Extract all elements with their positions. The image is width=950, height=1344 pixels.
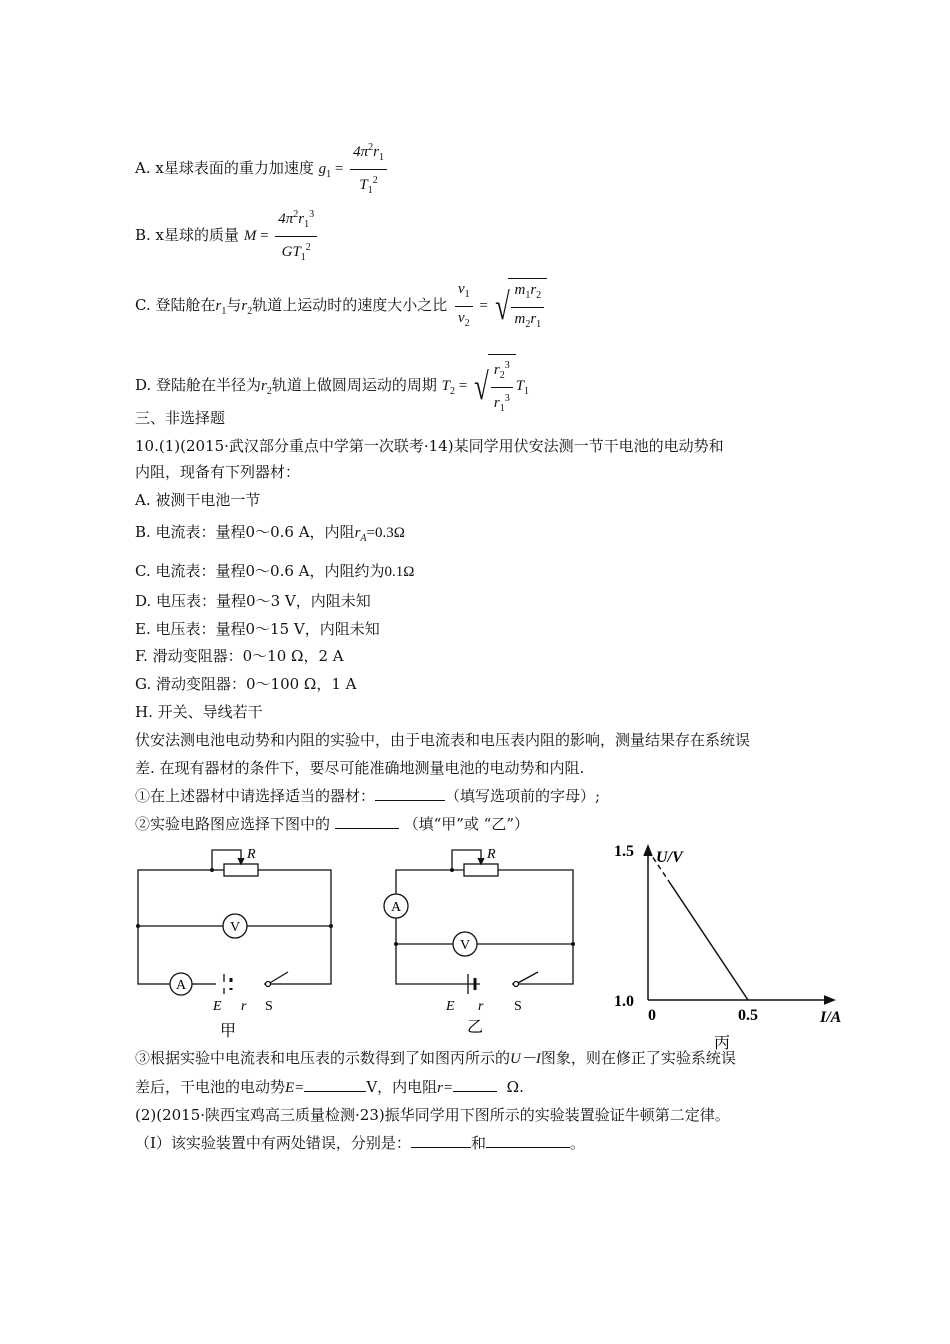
option-d-formula: $T_2$ = √ $\frac{r_2^3}{r_1^3}$ $T_1$	[442, 378, 529, 394]
chart-caption: 丙	[713, 1035, 731, 1052]
jia-caption: 甲	[219, 1023, 237, 1040]
answer-blank-error1[interactable]	[411, 1147, 471, 1148]
item-g: G. 滑动变阻器：0～100 Ω，1 A	[135, 675, 357, 693]
sub-question-3: ③根据实验中电流表和电压表的示数得到了如图丙所示的U－I图象，则在修正了实验系统误	[135, 1049, 736, 1067]
item-f: F. 滑动变阻器：0～10 Ω，2 A	[135, 647, 344, 665]
q10-part2-line1: (2)(2015·陕西宝鸡高三质量检测·23)振华同学用下图所示的实验装置验证牛顿第二定律。	[135, 1106, 730, 1124]
ui-chart	[600, 840, 860, 1060]
option-d: D. 登陆舱在半径为$r_2$轨道上做圆周运动的周期 $T_2$ = √ $\frac{r_2^3}{r_1^3}$ $T_1$	[135, 354, 529, 419]
x-axis-label: I/A	[820, 1009, 842, 1026]
option-c-formula: $\frac{v_1}{v_2}$ = √ $\frac{m_1r_2}{m_2r_1}$	[452, 298, 547, 314]
answer-blank-emf[interactable]	[304, 1091, 366, 1092]
option-b-formula: M = $\frac{4\pi^2r_1^3}{GT_1^2}$	[244, 228, 320, 244]
option-b-text: B. x星球的质量	[135, 225, 240, 244]
x-tick-label: 0.5	[738, 1007, 758, 1024]
yi-r-label: r	[478, 999, 484, 1014]
jia-rheostat-label: R	[247, 847, 256, 862]
yi-rheostat-label: R	[487, 847, 496, 862]
answer-blank-2[interactable]	[335, 828, 399, 829]
jia-voltmeter-label: V	[229, 920, 241, 935]
jia-r-label: r	[241, 999, 247, 1014]
yi-ammeter-label: A	[390, 900, 402, 915]
jia-emf-label: E	[213, 999, 222, 1014]
answer-blank-r[interactable]	[453, 1091, 497, 1092]
q10-part2-line2: （I）该实验装置中有两处错误，分别是： 和 。	[135, 1134, 585, 1152]
yi-voltmeter-label: V	[459, 938, 471, 953]
option-a	[135, 138, 390, 201]
y-tick-label: 1.0	[614, 993, 634, 1010]
item-b: B. 电流表：量程0～0.6 A，内阻$r_A=0.3\Omega$	[135, 523, 405, 544]
option-a-text: A. x星球表面的重力加速度	[135, 158, 314, 177]
y-axis-label: U/V	[656, 849, 683, 866]
item-c: C. 电流表：量程0～0.6 A，内阻约为0.1Ω	[135, 562, 415, 580]
circuit-yi	[368, 838, 588, 1048]
jia-ammeter-label: A	[175, 978, 187, 993]
q10-line1: 10.(1)(2015·武汉部分重点中学第一次联考·14)某同学用伏安法测一节干电池的电动势和	[135, 437, 724, 455]
answer-blank-error2[interactable]	[486, 1147, 570, 1148]
sub-question-2: ②实验电路图应选择下图中的 （填“甲”或 “乙”）	[135, 815, 530, 833]
yi-switch-label: S	[514, 999, 522, 1014]
option-b	[135, 205, 320, 268]
section-title: 三、非选择题	[135, 409, 226, 427]
item-a: A. 被测干电池一节	[135, 491, 261, 509]
answer-blank-1[interactable]	[375, 800, 445, 801]
item-d: D. 电压表：量程0～3 V，内阻未知	[135, 592, 371, 610]
sub-question-3-cont: 差后，干电池的电动势E= V，内电阻r= Ω.	[135, 1078, 524, 1096]
option-a-formula: $g_1$ = $\frac{4\pi^2r_1}{T_1^2}$	[319, 161, 390, 177]
q10-line2: 内阻，现备有下列器材：	[135, 463, 301, 481]
item-h: H. 开关、导线若干	[135, 703, 263, 721]
para1: 伏安法测电池电动势和内阻的实验中，由于电流表和电压表内阻的影响，测量结果存在系统误	[135, 731, 751, 749]
x-tick-label: 0	[648, 1007, 656, 1024]
circuit-jia	[128, 838, 348, 1048]
y-tick-label: 1.5	[614, 843, 634, 860]
para2: 差. 在现有器材的条件下，要尽可能准确地测量电池的电动势和内阻.	[135, 759, 585, 777]
yi-caption: 乙	[466, 1019, 484, 1036]
series-measured	[668, 880, 748, 1000]
item-e: E. 电压表：量程0～15 V，内阻未知	[135, 620, 380, 638]
jia-switch-label: S	[265, 999, 273, 1014]
yi-emf-label: E	[446, 999, 455, 1014]
sub-question-1: ①在上述器材中请选择适当的器材： （填写选项前的字母）;	[135, 787, 601, 805]
option-c: C. 登陆舱在$r_1$与$r_2$轨道上运动时的速度大小之比 $\frac{v_1}{v_2}$ = √ $\frac{m_1r_2}{m_2r_1}$	[135, 278, 547, 335]
